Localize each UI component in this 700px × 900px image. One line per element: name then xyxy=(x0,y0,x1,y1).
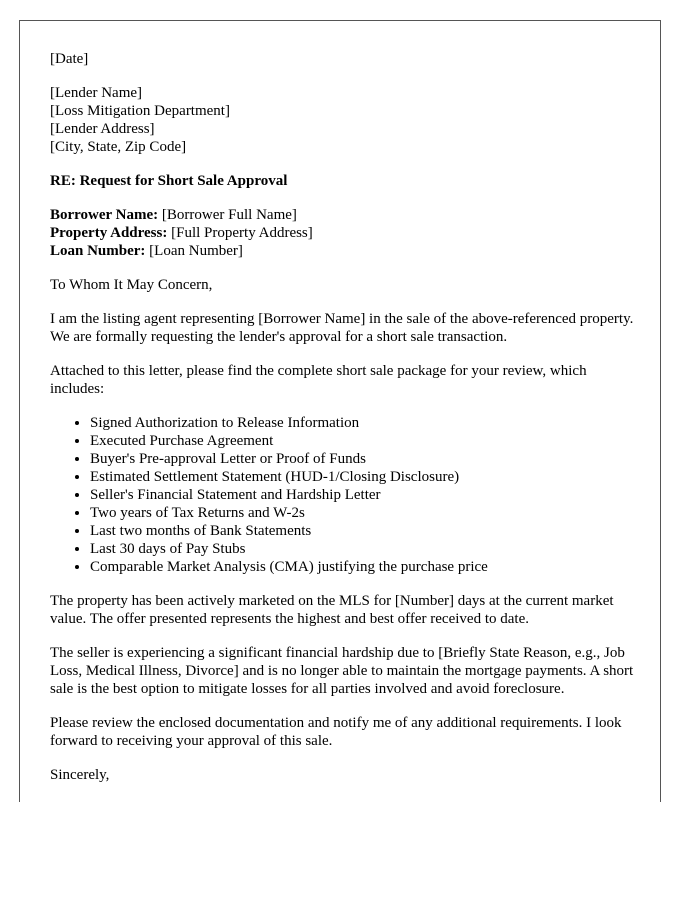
hardship-paragraph: The seller is experiencing a significant financial hardship due to [Briefly State Reason, e.g., Job Loss, Medical Illness, Divorce] and is no longer able to maintain the mortgage payments. A short sale is the best option to mitigate losses for all parties involved and avoid foreclosure. xyxy=(50,645,634,697)
lender-address: [Lender Address] xyxy=(50,121,155,137)
list-item: • Last 30 days of Pay Stubs xyxy=(90,540,640,558)
list-item: • Seller's Financial Statement and Hardship Letter xyxy=(90,486,640,504)
salutation: To Whom It May Concern, xyxy=(50,277,213,293)
intro-paragraph: I am the listing agent representing [Borrower Name] in the sale of the above-referenced property. We are formally requesting the lender's approval for a short sale transaction. xyxy=(50,311,634,345)
lender-name: [Lender Name] xyxy=(50,85,143,101)
attachment-list xyxy=(50,414,640,576)
letter-date: [Date] xyxy=(50,51,89,67)
list-item: • Executed Purchase Agreement xyxy=(90,432,640,450)
detail-value: [Full Property Address] xyxy=(167,225,313,241)
detail-borrower-name xyxy=(50,206,640,224)
letter-page xyxy=(19,20,661,802)
lender-department: [Loss Mitigation Department] xyxy=(50,103,230,119)
details-block xyxy=(50,206,640,260)
closing-request-paragraph: Please review the enclosed documentation and notify me of any additional requirements. I look forward to receiving your approval of this sale. xyxy=(50,715,622,749)
recipient-block xyxy=(50,84,640,156)
lender-city-state-zip: [City, State, Zip Code] xyxy=(50,139,187,155)
subject-line xyxy=(50,172,640,190)
list-item: • Two years of Tax Returns and W-2s xyxy=(90,504,640,522)
letter-body xyxy=(50,50,640,800)
detail-value: [Borrower Full Name] xyxy=(158,207,297,223)
detail-property-address xyxy=(50,224,640,242)
list-item: • Signed Authorization to Release Information xyxy=(90,414,640,432)
signoff: Sincerely, xyxy=(50,767,110,783)
detail-label: Borrower Name: xyxy=(50,207,159,223)
list-item: • Estimated Settlement Statement (HUD-1/Closing Disclosure) xyxy=(90,468,640,486)
subject-text: RE: Request for Short Sale Approval xyxy=(50,173,288,189)
detail-loan-number xyxy=(50,242,640,260)
list-item: • Buyer's Pre-approval Letter or Proof of Funds xyxy=(90,450,640,468)
list-item: • Last two months of Bank Statements xyxy=(90,522,640,540)
detail-label: Loan Number: xyxy=(50,243,146,259)
detail-label: Property Address: xyxy=(50,225,168,241)
list-item: • Comparable Market Analysis (CMA) justifying the purchase price xyxy=(90,558,640,576)
attachment-intro: Attached to this letter, please find the complete short sale package for your review, which includes: xyxy=(50,363,587,397)
marketing-paragraph: The property has been actively marketed on the MLS for [Number] days at the current market value. The offer presented represents the highest and best offer received to date. xyxy=(50,593,614,627)
detail-value: [Loan Number] xyxy=(145,243,243,259)
